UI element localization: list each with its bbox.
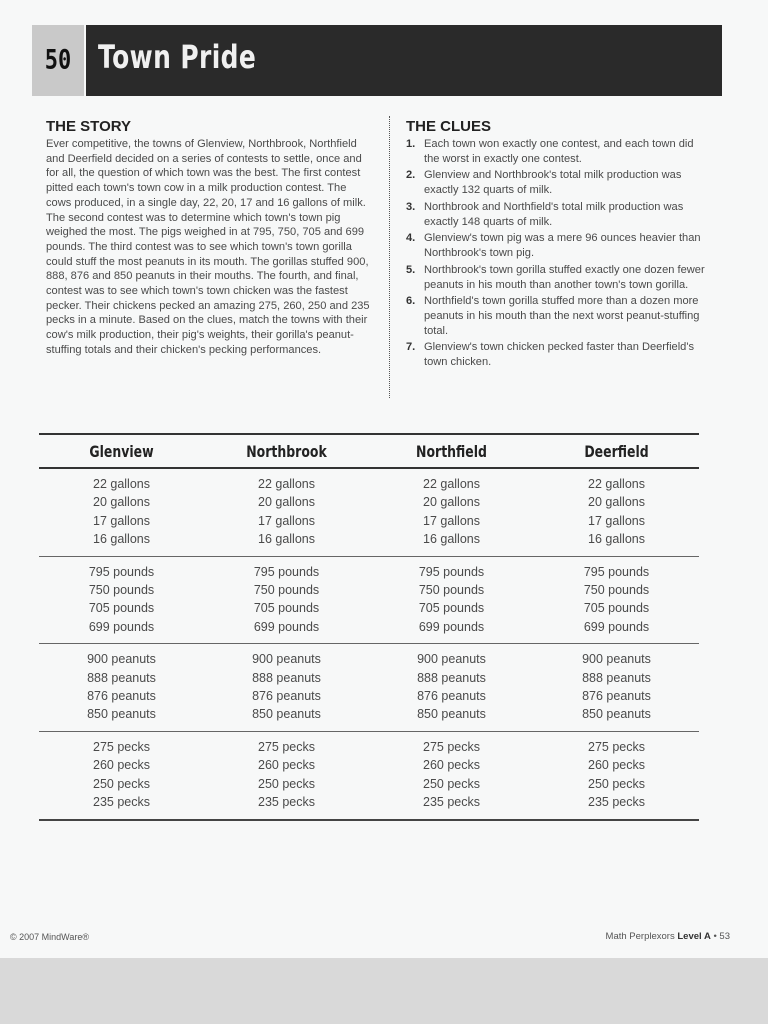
option-item[interactable]: 275 pecks xyxy=(588,739,645,754)
clue-item xyxy=(406,137,710,167)
option-cell xyxy=(39,563,204,637)
option-item[interactable]: 250 pecks xyxy=(258,776,315,791)
option-item[interactable]: 795 pounds xyxy=(253,564,320,579)
option-item[interactable]: 705 pounds xyxy=(88,601,155,616)
option-item[interactable]: 705 pounds xyxy=(583,601,650,616)
clues-heading: THE CLUES xyxy=(406,118,492,135)
option-item[interactable]: 16 gallons xyxy=(588,532,645,547)
clue-item xyxy=(406,168,710,198)
option-item[interactable]: 900 peanuts xyxy=(582,652,651,667)
clue-text: Each town won exactly one contest, and each town did the worst in exactly one contest. xyxy=(424,138,694,165)
copyright: © 2007 MindWare® xyxy=(10,932,89,942)
clue-text: Glenview's town pig was a mere 96 ounces heavier than Northbrook's town pig. xyxy=(424,232,701,260)
option-cell xyxy=(204,563,369,637)
option-item[interactable]: 22 gallons xyxy=(423,477,480,491)
option-item[interactable]: 699 pounds xyxy=(253,619,320,634)
option-item[interactable]: 235 pecks xyxy=(588,795,645,810)
clue-number: 1. xyxy=(406,138,416,150)
option-item[interactable]: 876 peanuts xyxy=(582,689,651,704)
level-label: Level A xyxy=(677,931,711,942)
clue-item xyxy=(406,340,710,370)
option-item[interactable]: 17 gallons xyxy=(588,513,645,528)
clue-text: Northbrook's town gorilla stuffed exactly one dozen fewer peanuts in his mouth than another town's town gorilla. xyxy=(424,263,705,291)
option-cell xyxy=(204,475,369,549)
option-item[interactable]: 876 peanuts xyxy=(252,689,321,704)
option-item[interactable]: 235 pecks xyxy=(423,795,480,810)
option-item[interactable]: 22 gallons xyxy=(588,477,645,491)
clue-number: 3. xyxy=(406,200,416,213)
option-item[interactable]: 17 gallons xyxy=(423,513,480,528)
option-cell xyxy=(204,738,369,812)
page-number: • 53 xyxy=(713,931,730,942)
option-item[interactable]: 20 gallons xyxy=(588,495,645,510)
option-item[interactable]: 235 pecks xyxy=(93,795,150,810)
option-item[interactable]: 250 pecks xyxy=(93,776,150,791)
option-item[interactable]: 888 peanuts xyxy=(252,670,321,685)
clue-number: 4. xyxy=(406,232,416,245)
option-item[interactable]: 876 peanuts xyxy=(87,689,156,704)
option-item[interactable]: 250 pecks xyxy=(588,776,645,791)
option-cell xyxy=(39,650,204,724)
option-item[interactable]: 795 pounds xyxy=(418,564,485,579)
clue-list xyxy=(406,137,710,370)
option-cell xyxy=(369,650,534,724)
answer-grid xyxy=(39,433,699,821)
category-block-peanuts xyxy=(39,644,699,732)
puzzle-number: 50 xyxy=(44,45,72,76)
town-heading-northbrook: Northbrook xyxy=(246,441,327,461)
page-title: Town Pride xyxy=(98,38,257,76)
option-item[interactable]: 705 pounds xyxy=(418,601,485,616)
option-item[interactable]: 795 pounds xyxy=(583,564,650,579)
grid-body xyxy=(39,469,699,821)
option-item[interactable]: 16 gallons xyxy=(423,532,480,547)
option-cell xyxy=(534,563,699,637)
option-cell xyxy=(369,563,534,637)
series-name: Math Perplexors xyxy=(605,931,675,942)
clue-item xyxy=(406,294,710,339)
option-item[interactable]: 17 gallons xyxy=(258,513,315,528)
clue-text: Northfield's town gorilla stuffed more than a dozen more peanuts in his mouth than the next worst peanut-stuffing total. xyxy=(424,295,700,337)
option-item[interactable]: 750 pounds xyxy=(253,583,320,598)
clue-item xyxy=(406,263,710,293)
option-item[interactable]: 850 peanuts xyxy=(252,707,321,722)
option-item[interactable]: 22 gallons xyxy=(258,477,315,491)
option-item[interactable]: 850 peanuts xyxy=(582,707,651,722)
category-block-milk xyxy=(39,469,699,557)
option-item[interactable]: 235 pecks xyxy=(258,795,315,810)
option-item[interactable]: 20 gallons xyxy=(258,495,315,510)
option-item[interactable]: 900 peanuts xyxy=(87,652,156,667)
title-bar xyxy=(32,25,722,96)
option-item[interactable]: 20 gallons xyxy=(93,495,150,510)
option-item[interactable]: 275 pecks xyxy=(423,739,480,754)
option-cell xyxy=(369,738,534,812)
clue-item xyxy=(406,231,710,261)
option-item[interactable]: 888 peanuts xyxy=(417,670,486,685)
option-item[interactable]: 260 pecks xyxy=(588,758,645,773)
clues-section xyxy=(406,118,710,372)
option-item[interactable]: 705 pounds xyxy=(253,601,320,616)
story-section xyxy=(46,118,372,358)
story-heading: THE STORY xyxy=(46,118,132,135)
option-item[interactable]: 900 peanuts xyxy=(417,652,486,667)
option-item[interactable]: 17 gallons xyxy=(93,513,150,528)
option-item[interactable]: 260 pecks xyxy=(93,758,150,773)
option-item[interactable]: 876 peanuts xyxy=(417,689,486,704)
clue-number: 7. xyxy=(406,341,416,354)
page-footer xyxy=(606,931,730,942)
option-cell xyxy=(534,738,699,812)
option-item[interactable]: 20 gallons xyxy=(423,495,480,510)
option-item[interactable]: 795 pounds xyxy=(88,564,155,579)
option-cell xyxy=(39,475,204,549)
option-item[interactable]: 16 gallons xyxy=(93,532,150,547)
clue-number: 5. xyxy=(406,263,416,276)
option-item[interactable]: 699 pounds xyxy=(88,619,155,634)
option-item[interactable]: 850 peanuts xyxy=(87,707,156,722)
option-item[interactable]: 699 pounds xyxy=(418,619,485,634)
clue-text: Northbrook and Northfield's total milk production was exactly 148 quarts of milk. xyxy=(424,200,684,228)
grid-header-row xyxy=(39,435,699,467)
puzzle-number-box xyxy=(32,25,86,96)
option-cell xyxy=(369,475,534,549)
option-item[interactable]: 900 peanuts xyxy=(252,652,321,667)
option-item[interactable]: 750 pounds xyxy=(418,583,485,598)
option-item[interactable]: 750 pounds xyxy=(88,583,155,598)
clue-text: Glenview and Northbrook's total milk production was exactly 132 quarts of milk. xyxy=(424,169,682,197)
town-heading-deerfield: Deerfield xyxy=(584,441,649,461)
option-item[interactable]: 275 pecks xyxy=(93,739,150,754)
option-item[interactable]: 750 pounds xyxy=(583,583,650,598)
clue-number: 2. xyxy=(406,169,416,182)
option-item[interactable]: 850 peanuts xyxy=(417,707,486,722)
option-cell xyxy=(39,738,204,812)
story-text: Ever competitive, the towns of Glenview, Northbrook, Northfield and Deerfield decided on a series of contests to settle, once and for all, the question of which town was the best. The first contest pitted each town's town cow in a milk production contest. The cows produced, in a single day, 22, 20, 17 and 16 gallons of milk. The second contest was to determine which town's town pig weighed the most. The pigs weighed in at 795, 750, 705 and 699 pounds. The third contest was to see which town's town gorilla could stuff the most peanuts in its mouth. The gorillas stuffed 900, 888, 876 and 850 peanuts in their mouths. The fourth, and final, contest was to see which town's town chicken was the fastest pecker. Their chickens pecked an amazing 275, 260, 250 and 235 pecks in a minute. Based on the clues, match the towns with their cow's milk production, their pig's weights, their gorilla's peanut-stuffing totals and their chicken's pecking performances. xyxy=(46,138,370,356)
option-item[interactable]: 22 gallons xyxy=(93,477,150,491)
category-block-pig-weight xyxy=(39,557,699,645)
option-item[interactable]: 260 pecks xyxy=(258,758,315,773)
clue-item xyxy=(406,200,710,230)
option-item[interactable]: 260 pecks xyxy=(423,758,480,773)
category-block-pecks xyxy=(39,732,699,821)
clue-text: Glenview's town chicken pecked faster than Deerfield's town chicken. xyxy=(424,341,695,369)
option-item[interactable]: 275 pecks xyxy=(258,739,315,754)
option-cell xyxy=(204,650,369,724)
option-cell xyxy=(534,475,699,549)
town-heading-northfield: Northfield xyxy=(416,441,487,461)
town-heading-glenview: Glenview xyxy=(89,441,154,461)
column-divider xyxy=(389,116,390,398)
option-item[interactable]: 699 pounds xyxy=(583,619,650,634)
option-cell xyxy=(534,650,699,724)
option-item[interactable]: 250 pecks xyxy=(423,776,480,791)
option-item[interactable]: 888 peanuts xyxy=(87,670,156,685)
option-item[interactable]: 16 gallons xyxy=(258,532,315,547)
clue-number: 6. xyxy=(406,295,416,308)
option-item[interactable]: 888 peanuts xyxy=(582,670,651,685)
